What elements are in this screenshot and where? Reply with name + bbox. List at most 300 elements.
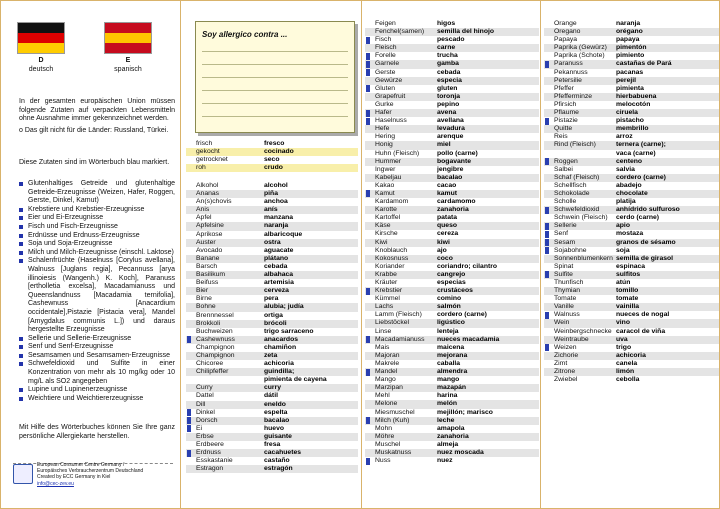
- vocab-row: [186, 271, 358, 279]
- vocab-row: [365, 392, 539, 400]
- allergen-item: Senf und Senf-Erzeugnisse: [19, 343, 175, 352]
- german-term: Chilipfeffer: [186, 368, 264, 376]
- vocab-row: [544, 222, 719, 230]
- german-term: Mandel: [365, 368, 437, 376]
- spanish-term: albaricoque: [264, 230, 303, 238]
- vocab-row: [186, 190, 358, 198]
- german-term: Sellerie: [544, 222, 616, 230]
- vocab-row: [365, 101, 539, 109]
- vocab-row: [544, 166, 719, 174]
- vocab-row: [365, 295, 539, 303]
- german-term: Weizen: [544, 344, 616, 352]
- german-term: Schokolade: [544, 190, 616, 198]
- german-term: Barsch: [196, 262, 218, 270]
- spanish-term: fresa: [264, 441, 281, 448]
- vocab-row: [365, 417, 539, 425]
- vocab-row: [365, 287, 539, 295]
- german-term: Lamm (Fleisch): [375, 311, 422, 319]
- vocab-row: [186, 433, 358, 441]
- spanish-term: manzana: [264, 214, 294, 222]
- spanish-term: zanahoria: [437, 206, 539, 214]
- spanish-term: cebada: [437, 68, 461, 76]
- vocab-row: [186, 140, 358, 148]
- vocab-row: [365, 190, 539, 198]
- spanish-term: guindilla;: [264, 368, 358, 376]
- spanish-term: toronja: [437, 93, 539, 101]
- spanish-term: tomate: [616, 295, 639, 303]
- spanish-term: eneldo: [264, 401, 358, 409]
- spanish-term: hierbabuena: [616, 93, 719, 101]
- spanish-term: zeta: [264, 352, 358, 360]
- vocab-row: [186, 392, 358, 400]
- spanish-term: chamiñon: [264, 343, 297, 351]
- vocab-row: [365, 182, 539, 190]
- spanish-term: amapola: [437, 424, 465, 432]
- vocab-row: [365, 384, 539, 392]
- german-term: Macadamianuss: [365, 336, 437, 344]
- german-term: Gerste: [365, 69, 437, 77]
- vocab-row: [365, 20, 539, 28]
- vocab-row: [365, 319, 539, 327]
- flag-stripe: [105, 33, 151, 43]
- vocab-row: [544, 214, 719, 222]
- german-term: Grapefruit: [365, 93, 437, 101]
- vocab-row: [186, 206, 358, 214]
- spanish-term: trigo sarraceno: [264, 327, 314, 335]
- german-term: Papaya: [554, 36, 578, 44]
- spanish-term: lenteja: [437, 327, 459, 335]
- vocab-row: [544, 352, 719, 360]
- vocab-row: [186, 148, 358, 156]
- flag-stripe: [18, 23, 64, 33]
- german-term: Nuss: [365, 457, 437, 465]
- german-term: Knoblauch: [375, 246, 408, 254]
- vocab-row: [544, 28, 719, 36]
- spanish-term: cordero (carne): [437, 311, 487, 319]
- vocab-row: [365, 222, 539, 230]
- spanish-term: leche: [437, 417, 539, 425]
- vocab-row: [544, 125, 719, 133]
- spanish-term: ostra: [264, 239, 358, 247]
- german-term: Mohn: [375, 424, 393, 432]
- spanish-term: crudo: [264, 164, 358, 172]
- german-term: Oregano: [544, 28, 616, 36]
- german-term: Sojabohne: [544, 247, 616, 255]
- spanish-term: patata: [437, 214, 458, 222]
- german-term: Bier: [186, 287, 264, 295]
- spanish-term: brócoli: [264, 320, 358, 328]
- marker-explanation: Diese Zutaten sind im Wörterbuch blau markiert.: [19, 159, 170, 166]
- german-term: Dinkel: [186, 409, 264, 417]
- german-term: Lachs: [365, 303, 437, 311]
- vocab-row: [186, 303, 358, 311]
- allergen-item: Schalenfrüchte (Haselnuss [Corylus avellana], Walnuss [Juglans regia], Pecannuss [arya illinoiesis (Wangenh.) K. Koch], Paranuss [ertholletia excelsa], Macadamianuss und Queenslandnuss [Macadamia ternifolia], Cashewnuss [Anacardium occidentale],Pistazie [Pistacia vera], Mandel [Amygdalus communis L.]) und daraus hergestellte Erzeugnisse: [19, 257, 175, 334]
- allergen-item: Fisch und Fisch-Erzeugnisse: [19, 223, 175, 232]
- spanish-term: mejillón; marisco: [437, 408, 493, 416]
- vocab-row: [365, 263, 539, 271]
- vocab-row: [186, 214, 358, 222]
- german-term: Basilikum: [186, 271, 264, 279]
- vocab-row: [544, 263, 719, 271]
- vocab-row: [365, 93, 539, 101]
- german-term: Esskastanie: [196, 457, 233, 465]
- footer-email-link[interactable]: info@cec-zev.eu: [37, 480, 74, 487]
- german-term: Wein: [544, 319, 616, 327]
- vocab-row: [365, 311, 539, 319]
- german-term: Kakao: [375, 181, 395, 189]
- vocab-row: [365, 360, 539, 368]
- allergy-card-title: Soy allergico contra ...: [202, 30, 288, 39]
- vocab-row: [186, 401, 358, 409]
- spanish-term: albahaca: [264, 271, 358, 279]
- spanish-term: caracol de viña: [616, 327, 666, 335]
- intro-paragraph: In der gesamten europäischen Union müssen folgende Zutaten auf verpackten Lebensmitteln ohne Ausnahme immer gekennzeichnet werden.: [19, 98, 175, 123]
- german-term: Birne: [196, 295, 212, 303]
- german-term: Anis: [186, 206, 264, 214]
- german-term: Muskatnuss: [365, 449, 437, 457]
- spanish-term: abadejo: [616, 181, 642, 189]
- spanish-term: nueces de nogal: [616, 311, 670, 319]
- spanish-term: especias: [437, 279, 466, 286]
- spanish-term: ternera (carne);: [616, 141, 719, 149]
- allergen-item: Weichtiere und Weichtiererzeugnisse: [19, 395, 175, 404]
- spanish-term: anchoa: [264, 198, 288, 206]
- spanish-term: arenque: [437, 133, 464, 141]
- vocab-row: [544, 93, 719, 101]
- spanish-term: bacalao: [437, 174, 539, 182]
- spain-flag-icon: [104, 22, 152, 54]
- footer-line-2: Europäisches Verbraucherzentrum Deutschland: [37, 468, 144, 475]
- german-term: Forelle: [365, 52, 437, 60]
- vocab-row: [186, 441, 358, 449]
- german-term: Hummer: [365, 158, 437, 166]
- spanish-term: naranja: [264, 222, 358, 230]
- german-term: Dill: [186, 401, 264, 409]
- vocab-row: [544, 117, 719, 125]
- vocab-row: [365, 36, 539, 44]
- spanish-term: cacahuetes: [264, 449, 358, 457]
- german-term: Champignon: [186, 352, 264, 360]
- state-words-table: [186, 140, 358, 172]
- spanish-term: cordero (carne): [616, 174, 719, 182]
- dictionary-panel-1: [182, 1, 362, 509]
- spanish-term: kamut: [437, 190, 539, 198]
- vocab-table-o-z: [544, 20, 719, 384]
- vocab-row: [544, 44, 719, 52]
- vocab-row: [544, 311, 719, 319]
- german-term: Salbei: [554, 165, 573, 173]
- spanish-term: caballa: [437, 359, 461, 367]
- german-term: Brokkoli: [186, 320, 264, 328]
- vocab-row: [365, 230, 539, 238]
- spanish-term: salmón: [437, 303, 539, 311]
- german-term: Liebstöckel: [365, 319, 437, 327]
- german-term: Mango: [375, 376, 396, 384]
- spanish-term: trigo: [616, 343, 632, 351]
- spanish-term: nueces macadamia: [437, 336, 539, 344]
- german-term: Reis: [554, 133, 568, 141]
- spanish-term: bogavante: [437, 158, 539, 166]
- vocab-row: [365, 336, 539, 344]
- spanish-term: trucha: [437, 52, 458, 60]
- spanish-term: huevo: [264, 424, 285, 432]
- vocab-row: [544, 295, 719, 303]
- spanish-term: zanahoria: [437, 433, 539, 441]
- german-term: gekocht: [186, 148, 264, 156]
- spanish-term: pollo (carne): [437, 149, 478, 157]
- vocab-row: [544, 319, 719, 327]
- vocab-row: [544, 230, 719, 238]
- german-term: Aprikose: [196, 230, 223, 238]
- vocab-row: [186, 360, 358, 368]
- spanish-term: melón: [437, 400, 539, 408]
- german-term: Mehl: [375, 392, 390, 400]
- spanish-term: orégano: [616, 28, 719, 36]
- spanish-term: comino: [437, 295, 462, 303]
- vocab-row: [186, 231, 358, 239]
- spanish-term: crustáceos: [437, 287, 539, 295]
- vocab-row: [544, 150, 719, 158]
- german-term: Rind (Fleisch): [544, 141, 616, 149]
- german-term: Honig: [365, 141, 437, 149]
- german-term: Pfeffer: [554, 84, 574, 92]
- vocab-row: [186, 368, 358, 376]
- spanish-term: castañas de Pará: [616, 60, 719, 68]
- flag-stripe: [18, 43, 64, 53]
- vocab-row: [365, 441, 539, 449]
- spanish-term: pistacho: [616, 117, 644, 125]
- vocab-row: [186, 222, 358, 230]
- german-term: Thunfisch: [554, 279, 584, 286]
- flag-stripe: [105, 23, 151, 33]
- vocab-row: [365, 433, 539, 441]
- vocab-row: [544, 52, 719, 60]
- spanish-term: limón: [616, 368, 719, 376]
- dictionary-panel-3: [542, 1, 720, 509]
- german-term: Chicoree: [196, 360, 224, 368]
- vocab-row: [186, 247, 358, 255]
- vocab-row: [365, 77, 539, 85]
- vocab-row: [365, 271, 539, 279]
- vocab-row: [186, 425, 358, 433]
- german-term: Melone: [365, 400, 437, 408]
- allergen-list: [19, 180, 175, 403]
- spanish-term: anís: [264, 206, 358, 214]
- german-term: Fleisch: [365, 44, 437, 52]
- german-term: Banane: [186, 255, 264, 263]
- spanish-term: plátano: [264, 255, 358, 263]
- german-term: Sulfite: [544, 271, 616, 279]
- german-term: Erbse: [186, 433, 264, 441]
- spanish-term: achicoria: [616, 352, 719, 360]
- german-term: Hering: [375, 133, 396, 141]
- vocab-row: [186, 320, 358, 328]
- vocab-row: [186, 457, 358, 465]
- german-term: Curry: [186, 384, 264, 392]
- spanish-term: coriandro; cilantro: [437, 262, 498, 270]
- spanish-term: sulfitos: [616, 271, 719, 279]
- german-term: Scholle: [554, 198, 577, 206]
- spanish-term: salvia: [616, 165, 635, 173]
- spanish-term: guisante: [264, 433, 358, 441]
- spanish-term: achicoria: [264, 360, 294, 368]
- spanish-term: anhídrido sulfuroso: [616, 206, 719, 214]
- vocab-row: [544, 141, 719, 149]
- vocab-row: [544, 255, 719, 263]
- vocab-row: [544, 36, 719, 44]
- spanish-term: ciruela: [616, 109, 719, 117]
- spanish-term: gluten: [437, 84, 458, 92]
- spanish-term: membrillo: [616, 125, 719, 133]
- vocab-row: [186, 263, 358, 271]
- german-term: [544, 150, 616, 158]
- german-term: Kamut: [365, 190, 437, 198]
- spanish-term: mejorana: [437, 352, 539, 360]
- vocab-row: [186, 328, 358, 336]
- spanish-term: almendra: [437, 368, 539, 376]
- spanish-term: curry: [264, 384, 358, 392]
- vocab-row: [365, 158, 539, 166]
- german-term: Buchweizen: [196, 327, 233, 335]
- vocab-row: [186, 465, 358, 473]
- german-term: Auster: [186, 239, 264, 247]
- vocab-row: [365, 255, 539, 263]
- spanish-term: platija: [616, 198, 636, 206]
- german-term: Beifuss: [196, 279, 219, 287]
- german-term: Pflaume: [544, 109, 616, 117]
- german-term: Vanille: [544, 303, 616, 311]
- exception-note: o Das gilt nicht für die Länder: Russland, Türkei.: [19, 127, 169, 134]
- german-term: Orange: [554, 20, 577, 27]
- spanish-term: maicena: [437, 343, 465, 351]
- vocab-row: [365, 166, 539, 174]
- flag-code-es: E: [125, 57, 131, 64]
- spanish-term: avellana: [437, 117, 464, 125]
- german-term: Milch (Kuh): [365, 417, 437, 425]
- card-write-line: [202, 103, 348, 104]
- german-term: Gurke: [375, 100, 394, 108]
- vocab-row: [544, 133, 719, 141]
- vocab-row: [186, 239, 358, 247]
- vocab-row: [544, 368, 719, 376]
- german-term: Kirsche: [375, 230, 398, 238]
- card-write-line: [202, 77, 348, 78]
- spanish-term: coco: [437, 255, 539, 263]
- vocab-row: [544, 239, 719, 247]
- german-term: Thymian: [544, 287, 616, 295]
- german-term: Schaf (Fleisch): [544, 174, 616, 182]
- vocab-row: [186, 384, 358, 392]
- vocab-row: [186, 376, 358, 384]
- vocab-row: [365, 141, 539, 149]
- vocab-row: [186, 295, 358, 303]
- german-term: Pfefferminze: [544, 93, 616, 101]
- german-term: Karotte: [365, 206, 437, 214]
- vocab-row: [544, 60, 719, 68]
- allergen-item: Schwefeldioxid und Sulfite in einer Konzentration von mehr als 10 mg/kg oder 10 mg/L als SO2 angegeben: [19, 360, 175, 386]
- vocab-row: [365, 344, 539, 352]
- vocab-row: [544, 344, 719, 352]
- german-term: Kokosnuss: [365, 255, 437, 263]
- german-term: Estragon: [186, 465, 264, 473]
- vocab-row: [365, 400, 539, 408]
- spanish-term: tomillo: [616, 287, 719, 295]
- vocab-row: [544, 85, 719, 93]
- spanish-term: cerdo (carne): [616, 214, 660, 222]
- vocab-row: [365, 206, 539, 214]
- spanish-term: seco: [264, 156, 280, 164]
- german-term: Schwefeldioxid: [544, 206, 616, 214]
- spanish-term: apio: [616, 222, 719, 230]
- vocab-row: [365, 247, 539, 255]
- german-term: Kiwi: [365, 239, 437, 247]
- german-term: Koriander: [375, 262, 405, 270]
- german-term: Hafer: [365, 109, 437, 117]
- spanish-term: granos de sésamo: [616, 239, 719, 247]
- german-term: Brennnessel: [196, 311, 234, 319]
- german-term: Walnuss: [544, 311, 616, 319]
- allergen-item: Milch und Milch-Erzeugnisse (einschl. Laktose): [19, 249, 175, 258]
- vocab-row: [544, 77, 719, 85]
- spanish-term: nuez: [437, 457, 453, 465]
- spanish-term: especia: [437, 77, 539, 85]
- spanish-term: carne: [437, 44, 539, 52]
- german-term: Erdbeere: [196, 441, 224, 448]
- german-term: Roggen: [544, 158, 616, 166]
- german-term: Champignon: [196, 343, 235, 351]
- vocab-row: [186, 409, 358, 417]
- spanish-term: levadura: [437, 125, 539, 133]
- vocab-row: [544, 303, 719, 311]
- vocab-table-f-n: [365, 20, 539, 465]
- vocab-row: [544, 206, 719, 214]
- vocab-row: [544, 360, 719, 368]
- vocab-row: [365, 425, 539, 433]
- vocab-row: [186, 287, 358, 295]
- vocab-row: [365, 368, 539, 376]
- vocab-row: [544, 271, 719, 279]
- spanish-term: semilla de girasol: [616, 255, 719, 263]
- german-term: Schwein (Fleisch): [554, 214, 608, 222]
- spanish-term: cerveza: [264, 287, 358, 295]
- german-term: Paranuss: [544, 60, 616, 68]
- spanish-term: harina: [437, 392, 458, 400]
- vocab-row: [365, 44, 539, 52]
- spanish-term: vainilla: [616, 303, 719, 311]
- german-term: Apfelsine: [186, 222, 264, 230]
- spanish-term: dátil: [264, 392, 278, 400]
- german-term: Dorsch: [186, 417, 264, 425]
- card-write-line: [202, 51, 348, 52]
- german-term: Makrele: [375, 359, 400, 367]
- spanish-term: soja: [616, 246, 630, 254]
- spanish-term: cocinado: [264, 148, 358, 156]
- dictionary-panel-2: [363, 1, 541, 509]
- spanish-term: semilla del hinojo: [437, 28, 539, 36]
- german-term: Zitrone: [544, 368, 616, 376]
- german-term: Gluten: [365, 85, 437, 93]
- spanish-term: pimienta: [616, 84, 644, 92]
- german-term: Paprika (Schote): [554, 52, 605, 60]
- vocab-row: [365, 125, 539, 133]
- german-term: Krabbe: [365, 271, 437, 279]
- spanish-term: cebada: [264, 262, 288, 270]
- spanish-term: anacardos: [264, 336, 358, 344]
- vocab-row: [365, 279, 539, 287]
- allergen-item: Eier und Ei-Erzeugnisse: [19, 214, 175, 223]
- spanish-term: cebolla: [616, 376, 640, 384]
- spanish-term: alcohol: [264, 182, 288, 189]
